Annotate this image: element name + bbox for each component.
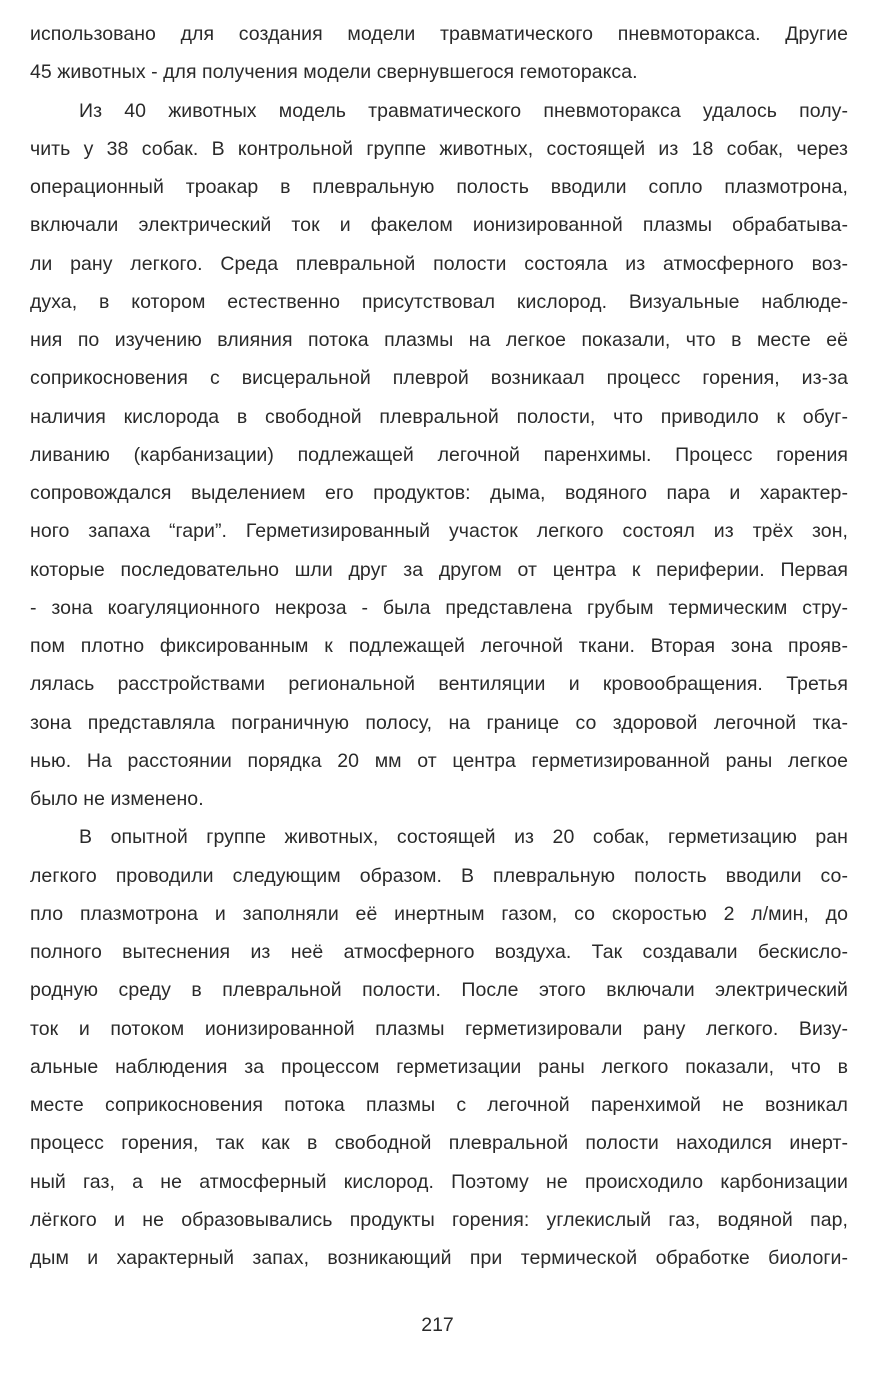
- text-line: лёгкого и не образовывались продукты горения: углекислый газ, водяной пар,: [30, 1208, 848, 1231]
- text-line: которые последовательно шли друг за другом от центра к периферии. Первая: [30, 558, 848, 581]
- text-line: было не изменено.: [30, 788, 204, 810]
- text-line: родную среду в плевральной полости. После этого включали электрический: [30, 979, 848, 1002]
- text-line: альные наблюдения за процессом герметизации раны легкого показали, что в: [30, 1055, 848, 1078]
- text-line: ток и потоком ионизированной плазмы герметизировали рану легкого. Визу-: [30, 1017, 848, 1040]
- text-line: соприкосновения с висцеральной плеврой возникаал процесс горения, из-за: [30, 367, 848, 390]
- paragraph-first-line: В опытной группе животных, состоящей из 20 собак, герметизацию ран: [79, 826, 848, 849]
- text-line: зона представляла пограничную полосу, на границе со здоровой легочной тка-: [30, 711, 848, 734]
- text-line: операционный троакар в плевральную полость вводили сопло плазмотрона,: [30, 176, 848, 198]
- text-line: ный газ, а не атмосферный кислород. Поэтому не происходило карбонизации: [30, 1170, 848, 1193]
- text-line: нью. На расстоянии порядка 20 мм от центра герметизированной раны легкое: [30, 749, 848, 772]
- page-number: 217: [421, 1314, 454, 1336]
- text-line: - зона коагуляционного некроза - была представлена грубым термическим стру-: [30, 596, 848, 619]
- text-line: процесс горения, так как в свободной плевральной полости находился инерт-: [30, 1132, 848, 1155]
- text-line: включали электрический ток и факелом ионизированной плазмы обрабатыва-: [30, 214, 848, 237]
- text-line: пом плотно фиксированным к подлежащей легочной ткани. Вторая зона прояв-: [30, 635, 848, 657]
- text-line: легкого проводили следующим образом. В плевральную полость вводили со-: [30, 864, 848, 887]
- text-line: 45 животных - для получения модели свернувшегося гемоторакса.: [30, 61, 638, 84]
- text-line: лялась расстройствами региональной вентиляции и кровообращения. Третья: [30, 673, 848, 696]
- text-line: ли рану легкого. Среда плевральной полости состояла из атмосферного воз-: [30, 252, 848, 275]
- text-line: ного запаха “гари”. Герметизированный участок легкого состоял из трёх зон,: [30, 520, 848, 543]
- text-line: месте соприкосновения потока плазмы с легочной паренхимой не возникал: [30, 1094, 848, 1116]
- paragraph-first-line: Из 40 животных модель травматического пневмоторакса удалось полу-: [79, 99, 848, 122]
- text-line: ния по изучению влияния потока плазмы на легкое показали, что в месте её: [30, 329, 848, 351]
- text-line: дым и характерный запах, возникающий при термической обработке биологи-: [30, 1247, 848, 1269]
- text-line: пло плазмотрона и заполняли её инертным газом, со скоростью 2 л/мин, до: [30, 902, 848, 925]
- text-line: духа, в котором естественно присутствовал кислород. Визуальные наблюде-: [30, 290, 848, 313]
- body-text: [30, 15, 848, 1277]
- text-line: чить у 38 собак. В контрольной группе животных, состоящей из 18 собак, через: [30, 137, 848, 160]
- text-line: сопровождался выделением его продуктов: дыма, водяного пара и характер-: [30, 482, 848, 504]
- text-line: наличия кислорода в свободной плевральной полости, что приводило к обуг-: [30, 405, 848, 428]
- text-line: использовано для создания модели травматического пневмоторакса. Другие: [30, 23, 848, 45]
- text-line: ливанию (карбанизации) подлежащей легочной паренхимы. Процесс горения: [30, 443, 848, 466]
- text-line: полного вытеснения из неё атмосферного воздуха. Так создавали бескисло-: [30, 941, 848, 963]
